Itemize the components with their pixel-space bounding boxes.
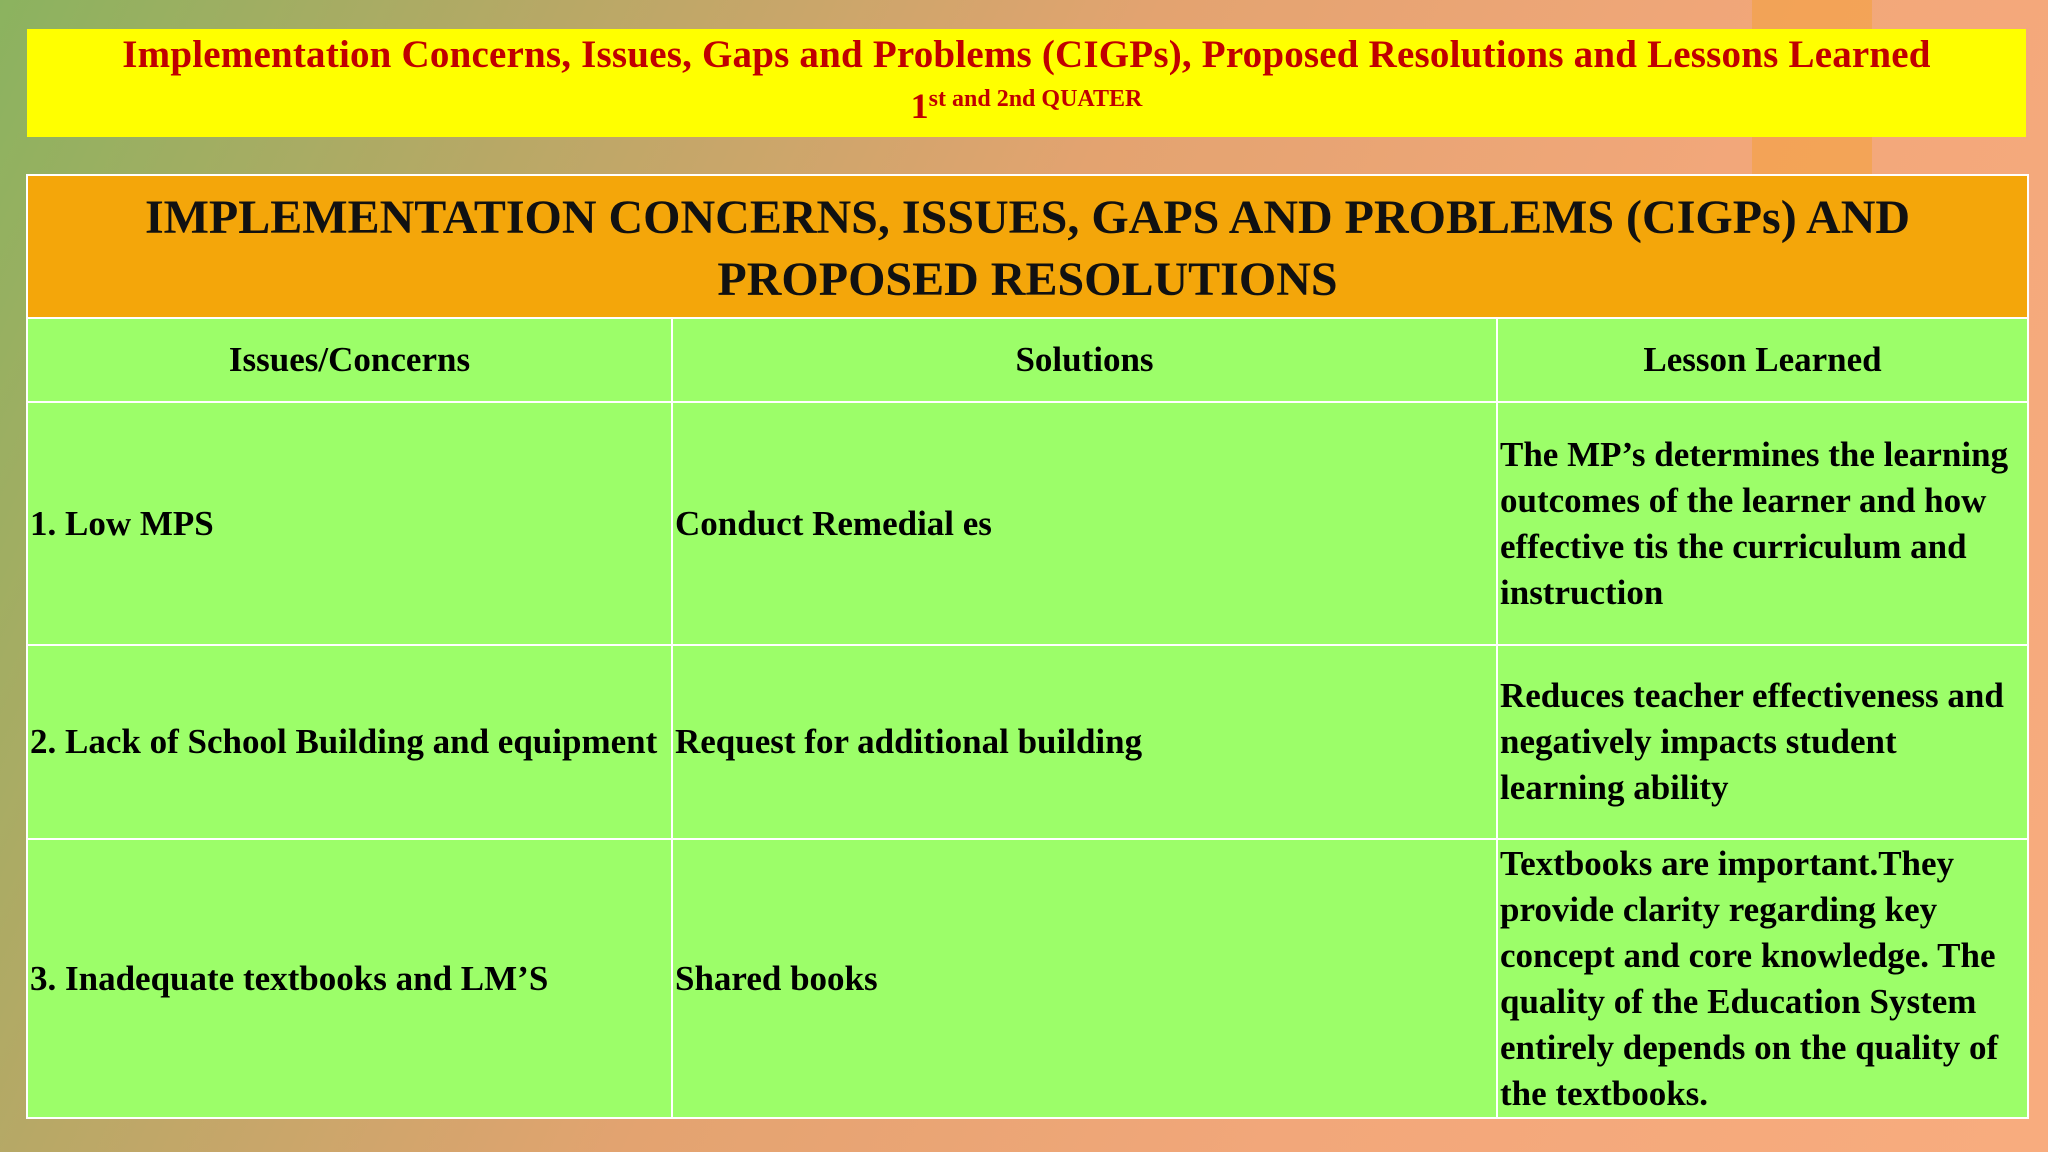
table-heading: IMPLEMENTATION CONCERNS, ISSUES, GAPS AND PROBLEMS (CIGPs) AND PROPOSED RESOLUTIONS <box>27 175 2028 318</box>
lesson-cell: Reduces teacher effectiveness and negatively impacts student learning ability <box>1497 645 2028 839</box>
lesson-cell: The MP’s determines the learning outcomes of the learner and how effective tis the curriculum and instruction <box>1497 402 2028 645</box>
title-banner <box>27 29 2026 137</box>
subtitle-number: 1 <box>910 86 929 126</box>
column-header-lesson: Lesson Learned <box>1497 318 2028 402</box>
issue-cell: 1. Low MPS <box>27 402 672 645</box>
slide-title: Implementation Concerns, Issues, Gaps and Problems (CIGPs), Proposed Resolutions and Lessons Learned <box>122 33 1931 76</box>
column-header-issues: Issues/Concerns <box>27 318 672 402</box>
solution-cell: Conduct Remedial es <box>672 402 1497 645</box>
table-row <box>27 402 2028 645</box>
solution-cell: Request for additional building <box>672 645 1497 839</box>
slide-subtitle <box>27 79 2026 126</box>
subtitle-superscript: st <box>928 86 947 112</box>
issue-cell: 2. Lack of School Building and equipment <box>27 645 672 839</box>
table-row <box>27 839 2028 1118</box>
subtitle-rest: and 2nd QUATER <box>946 86 1143 112</box>
lesson-cell: Textbooks are important.They provide clarity regarding key concept and core knowledge. The quality of the Education System entirely depends on the quality of the textbooks. <box>1497 839 2028 1118</box>
solution-cell: Shared books <box>672 839 1497 1118</box>
issue-cell: 3. Inadequate textbooks and LM’S <box>27 839 672 1118</box>
column-header-solutions: Solutions <box>672 318 1497 402</box>
cigp-table <box>26 174 2029 1119</box>
table-row <box>27 645 2028 839</box>
